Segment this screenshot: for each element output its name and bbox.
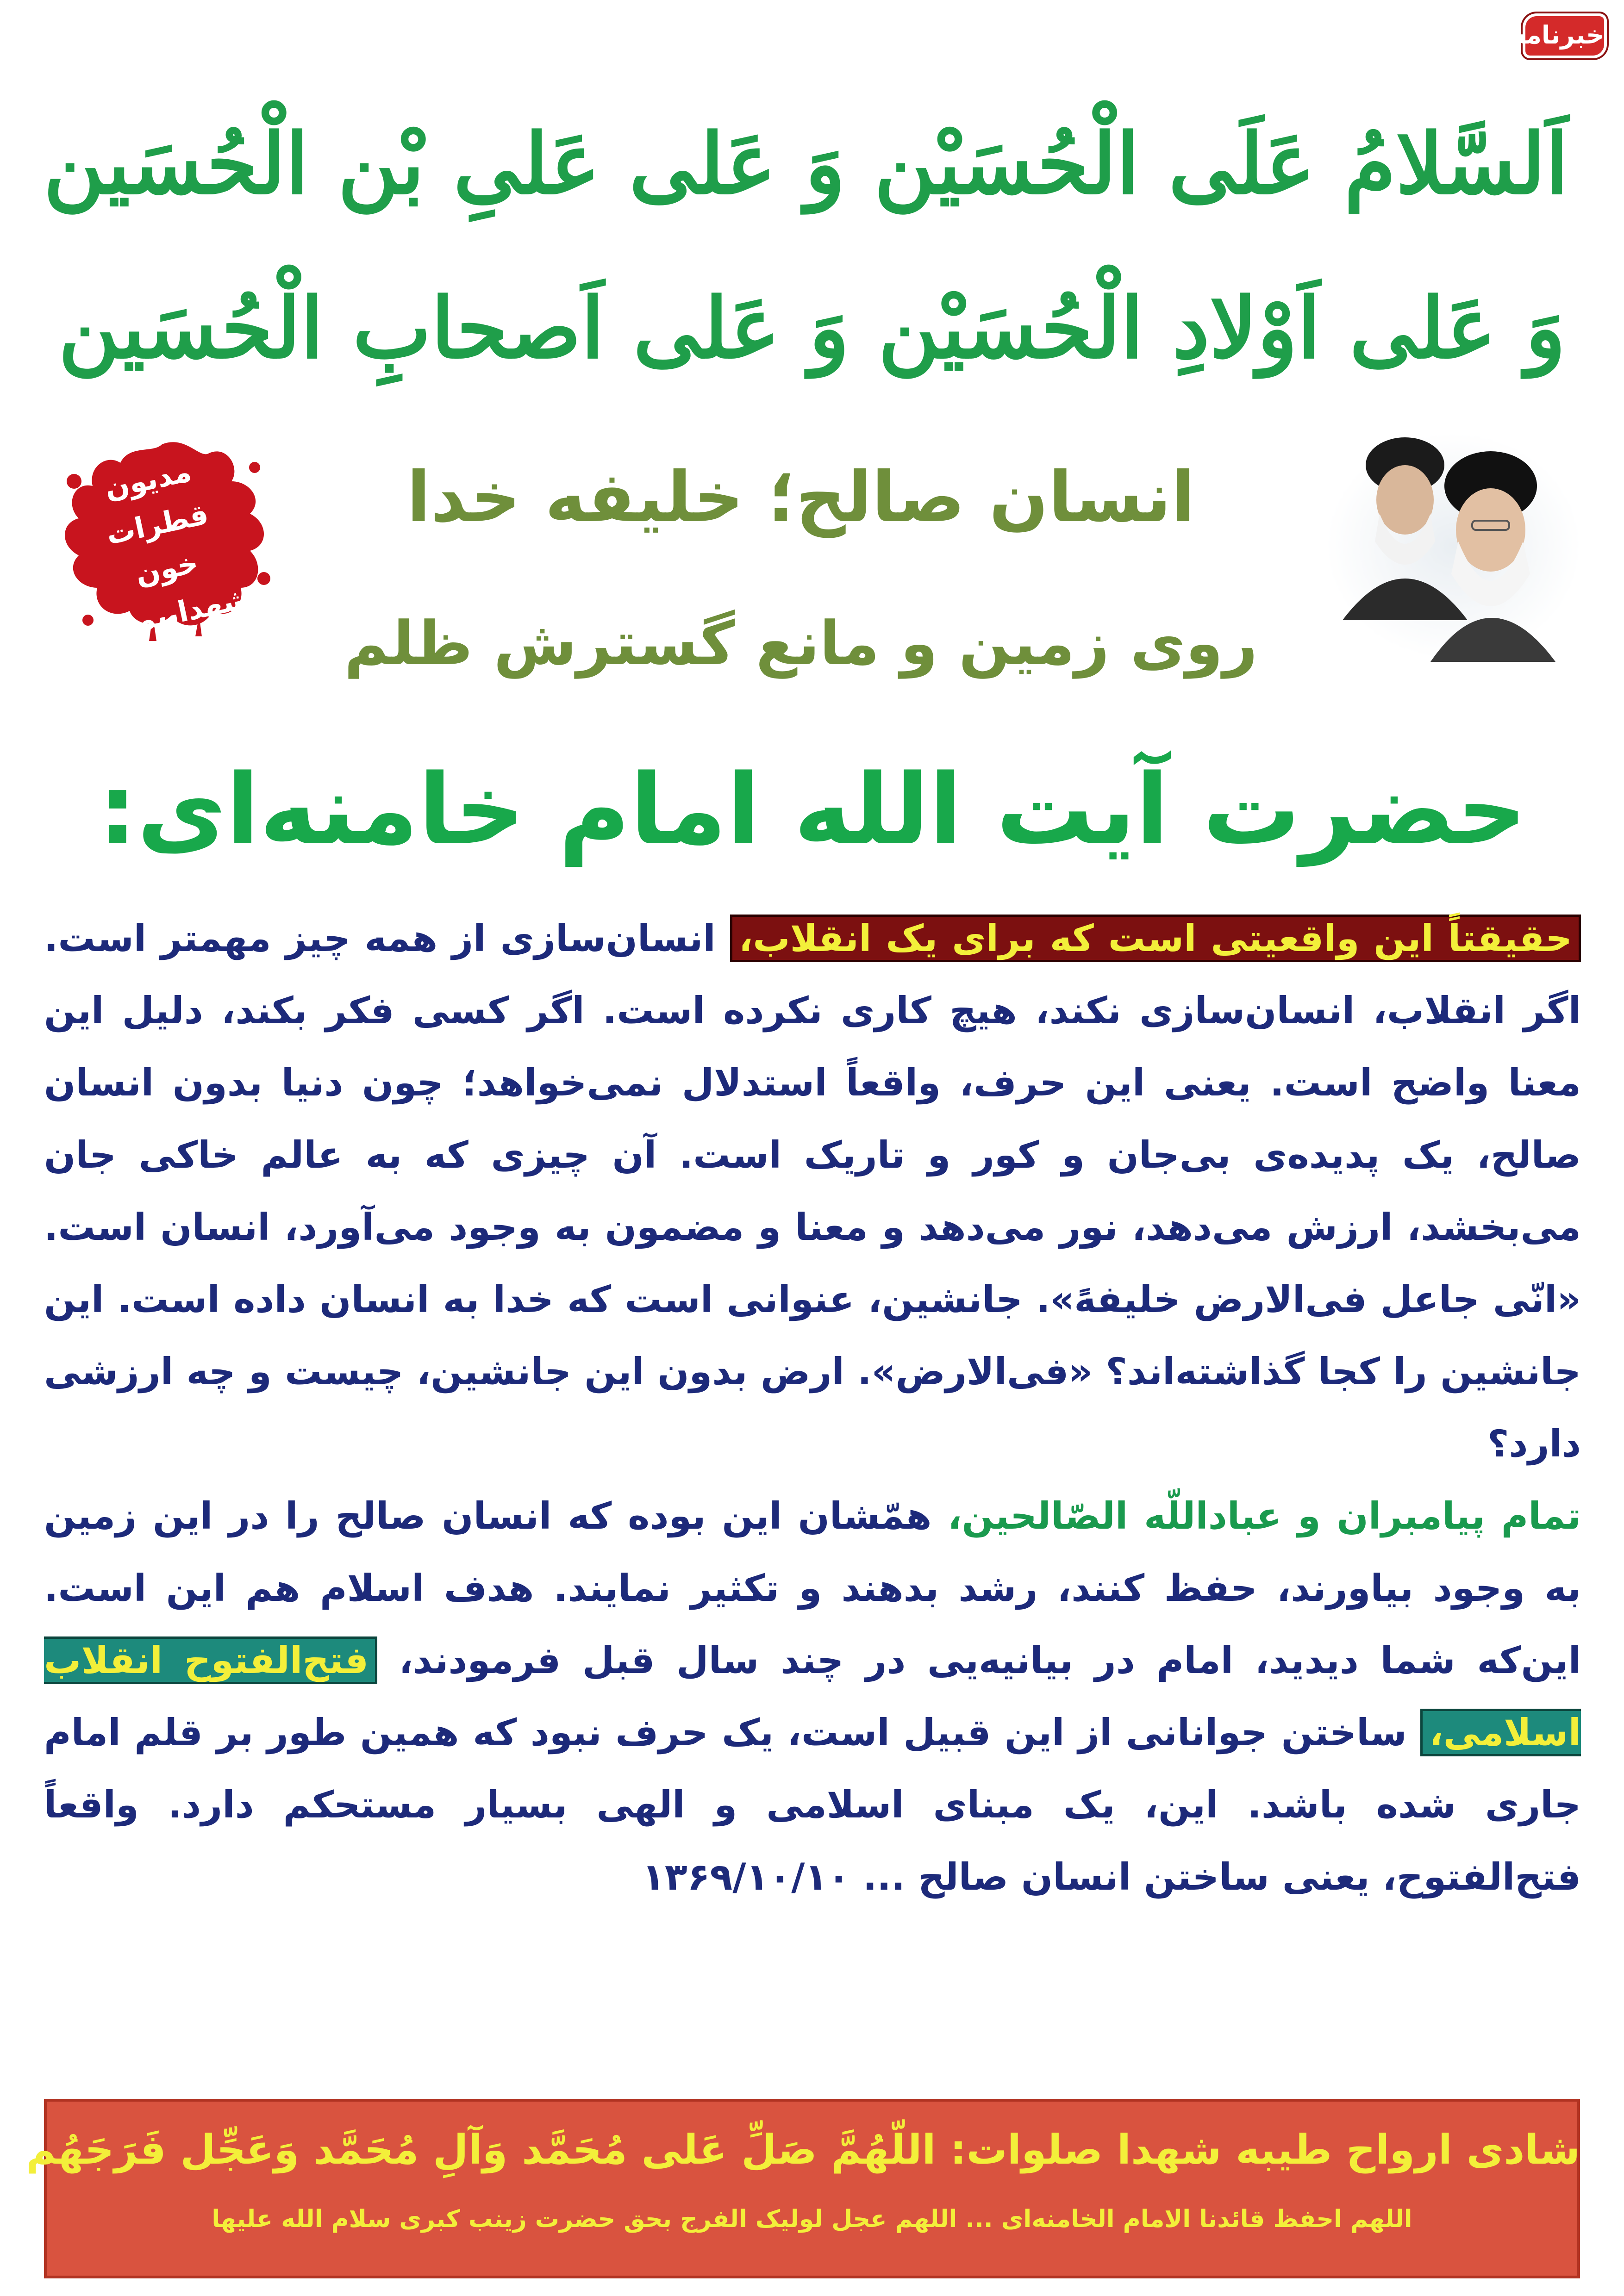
footer-prayer: اللهم احفظ قائدنا الامام الخامنه‌ای ... اللهم عجل لولیک الفرج بحق حضرت زینب کبری سلام الله علیها	[212, 2205, 1412, 2233]
quote-highlight-1: حقیقتاً این واقعیتی است که برای یک انقلاب،	[730, 915, 1581, 962]
quote-body	[44, 902, 1581, 1913]
logo-text: خبرنامه	[1511, 20, 1604, 50]
badge-line-2: قطرات خون	[103, 497, 212, 592]
quote-highlight-2: تمام پیامبران و عباداللّه الصّالحین،	[948, 1494, 1581, 1537]
portrait-image	[1324, 421, 1583, 662]
speaker-heading: حضرت آیت الله امام خامنه‌ای:	[98, 753, 1527, 866]
salutation-line-1: اَلسَّلامُ عَلَی الْحُسَیْن وَ عَلی عَلیِ بْن الْحُسَین	[44, 115, 1568, 213]
title-line-1: انسان صالح؛ خلیفه خدا	[406, 457, 1195, 538]
badge-line-1: مدیون	[101, 454, 194, 506]
title-line-2: روی زمین و مانع گسترش ظلم	[344, 608, 1258, 678]
footer-salawat: شادی ارواح طیبه شهدا صلوات: اللّهُمَّ صَلِّ عَلی مُحَمَّد وَآلِ مُحَمَّد وَعَجِّل فَرَجَهُم	[25, 2126, 1580, 2173]
quote-highlight-3: فتح‌الفتوح انقلاب اسلامی،	[44, 1636, 1581, 1756]
quote-part-3: ساختن جوانانی از این قبیل است، یک حرف نبود که همین طور بر قلم امام جاری شده باشد. این، یک مبنای اسلامی و الهی بسیار مستحکم دارد. واقعاً فتح‌الفتوح، یعنی ساختن انسان صالح ...	[44, 1711, 1581, 1898]
quote-date: ۱۳۶۹/۱۰/۱۰	[642, 1855, 850, 1898]
quote-part-2: همّشان این بوده که انسان صالح را در این زمین به وجود بیاورند، حفظ کنند، رشد بدهند و تکثیر نمایند. هدف اسلام هم این است. این‌که شما دیدید، امام در بیانیه‌یی در چند سال قبل فرمودند،	[44, 1494, 1581, 1682]
badge-line-3: شهداییم...	[99, 580, 254, 645]
logo	[1511, 16, 1604, 56]
quote-part-1: انسان‌سازی از همه چیز مهمتر است. اگر انقلاب، انسان‌سازی نکند، هیچ کاری نکرده است. اگر کسی فکر بکند، دلیل این معنا واضح است. یعنی این حرف، واقعاً استدلال نمی‌خواهد؛ چون دنیا بدون انسان صالح، یک پدیده‌ی بی‌جان و کور و تاریک است. آن چیزی که به عالم خاکی جان می‌بخشد، ارزش می‌دهد، نور می‌دهد و معنا و مضمون به وجود می‌آورد، انسان است. «انّی جاعل فی‌الارض خلیفهً». جانشین، عنوانی است که خدا به انسان داده است. این جانشین را کجا گذاشته‌اند؟ «فی‌الارض». ارض بدون این جانشین، چیست و چه ارزشی دارد؟	[44, 917, 1581, 1465]
salutation-line-2: وَ عَلی اَوْلادِ الْحُسَیْن وَ عَلی اَصحابِ الْحُسَین	[58, 280, 1566, 377]
